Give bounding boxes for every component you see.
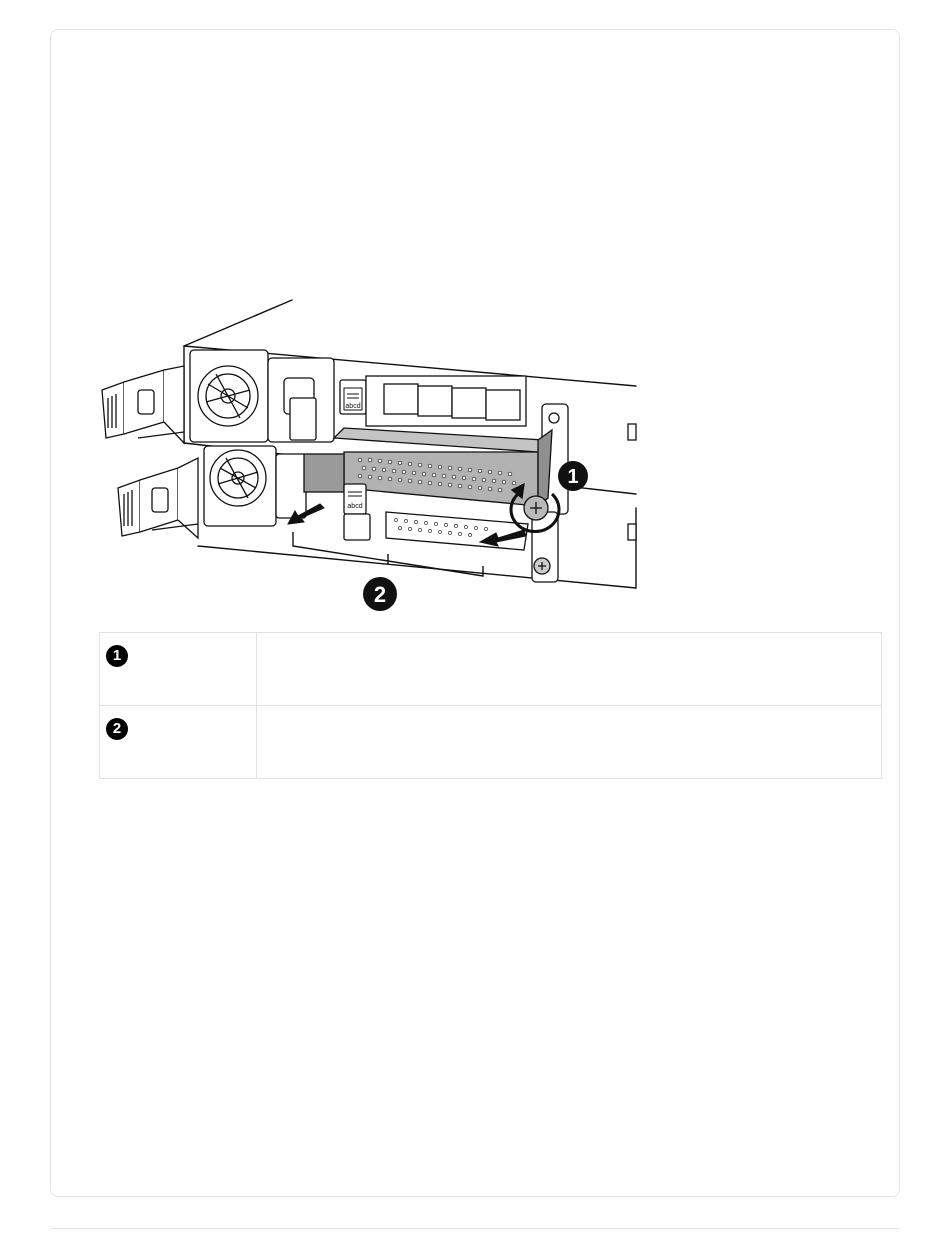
psu-handle-upper [102, 366, 184, 443]
psu-upper [190, 350, 334, 442]
footer-divider [50, 1228, 900, 1229]
abcd-label-lower: abcd [347, 503, 363, 510]
callout-legend-table [99, 632, 882, 779]
callout-description [256, 706, 881, 779]
callout-2-label: 2 [373, 582, 387, 607]
table-row [100, 706, 882, 779]
abcd-label-upper: abcd [345, 403, 361, 410]
callout-badge-2: 2 [106, 718, 128, 740]
callout-1 [558, 461, 588, 491]
callout-description [256, 633, 881, 706]
callout-1-label: 1 [567, 466, 579, 488]
label-abcd-upper [344, 388, 362, 410]
callout-badge-1: 1 [106, 645, 128, 667]
controller-removal-illustration [98, 298, 638, 616]
table-row [100, 633, 882, 706]
psu-lower [204, 446, 306, 526]
psu-handle-lower [118, 458, 198, 538]
callout-2 [363, 577, 397, 611]
cam-handle [304, 454, 344, 492]
